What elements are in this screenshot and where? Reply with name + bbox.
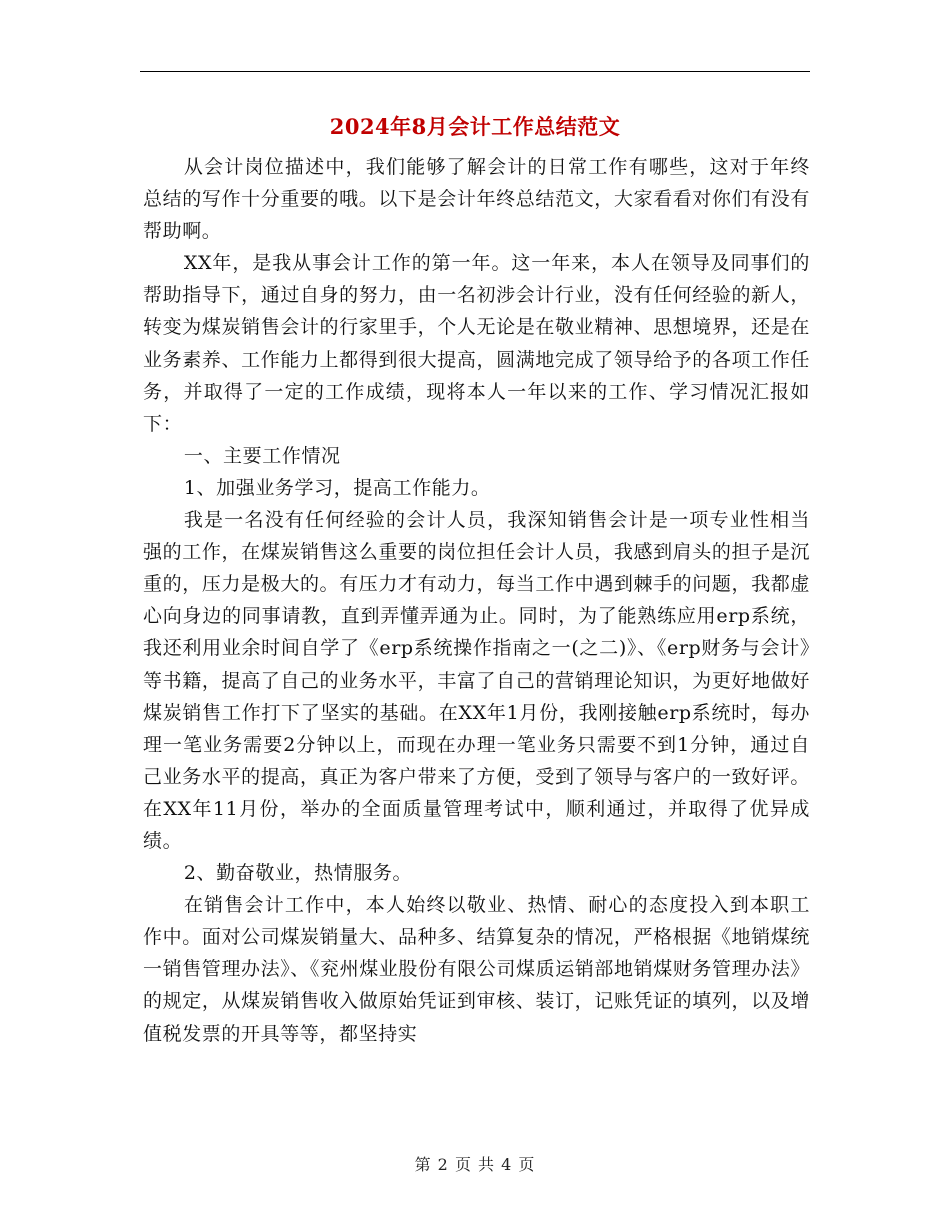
document-title: 2024年8月会计工作总结范文 — [329, 114, 621, 139]
paragraph-overview: XX年，是我从事会计工作的第一年。这一年来，本人在领导及同事们的帮助指导下，通过自身的努力，由一名初涉会计行业，没有任何经验的新人，转变为煤炭销售会计的行家里手，个人无论是在敬业精神、思想境界，还是在业务素养、工作能力上都得到很大提高，圆满地完成了领导给予的各项工作任务，并取得了一定的工作成绩，现将本人一年以来的工作、学习情况汇报如下： — [143, 252, 810, 435]
section-heading-main-work: 一、主要工作情况 — [183, 444, 341, 467]
paragraph-intro: 从会计岗位描述中，我们能够了解会计的日常工作有哪些，这对于年终总结的写作十分重要的哦。以下是会计年终总结范文，大家看看对你们有没有帮助啊。 — [143, 156, 810, 243]
page-footer: 第 2 页 共 4 页 — [414, 1155, 536, 1174]
header-rule — [140, 71, 810, 72]
subheading-study: 1、加强业务学习，提高工作能力。 — [183, 476, 491, 499]
paragraph-service: 在销售会计工作中，本人始终以敬业、热情、耐心的态度投入到本职工作中。面对公司煤炭销量大、品种多、结算复杂的情况，严格根据《地销煤统一销售管理办法》、《兖州煤业股份有限公司煤质运销部地销煤财务管理办法》的规定，从煤炭销售收入做原始凭证到审核、装订，记账凭证的填列，以及增值税发票的开具等等，都坚持实 — [143, 894, 811, 1045]
subheading-service: 2、勤奋敬业，热情服务。 — [183, 862, 413, 885]
paragraph-study: 我是一名没有任何经验的会计人员，我深知销售会计是一项专业性相当强的工作，在煤炭销售这么重要的岗位担任会计人员，我感到肩头的担子是沉重的，压力是极大的。有压力才有动力，每当工作中遇到棘手的问题，我都虚心向身边的同事请教，直到弄懂弄通为止。同时，为了能熟练应用erp系统，我还利用业余时间自学了《erp系统操作指南之一(之二)》、《erp财务与会计》等书籍，提高了自己的业务水平，丰富了自己的营销理论知识，为更好地做好煤炭销售工作打下了坚实的基础。在XX年1月份，我刚接触erp系统时，每办理一笔业务需要2分钟以上，而现在办理一笔业务只需要不到1分钟，通过自己业务水平的提高，真正为客户带来了方便，受到了领导与客户的一致好评。在XX年11月份，举办的全面质量管理考试中，顺利通过，并取得了优异成绩。 — [143, 509, 810, 852]
document-body — [143, 151, 810, 1050]
